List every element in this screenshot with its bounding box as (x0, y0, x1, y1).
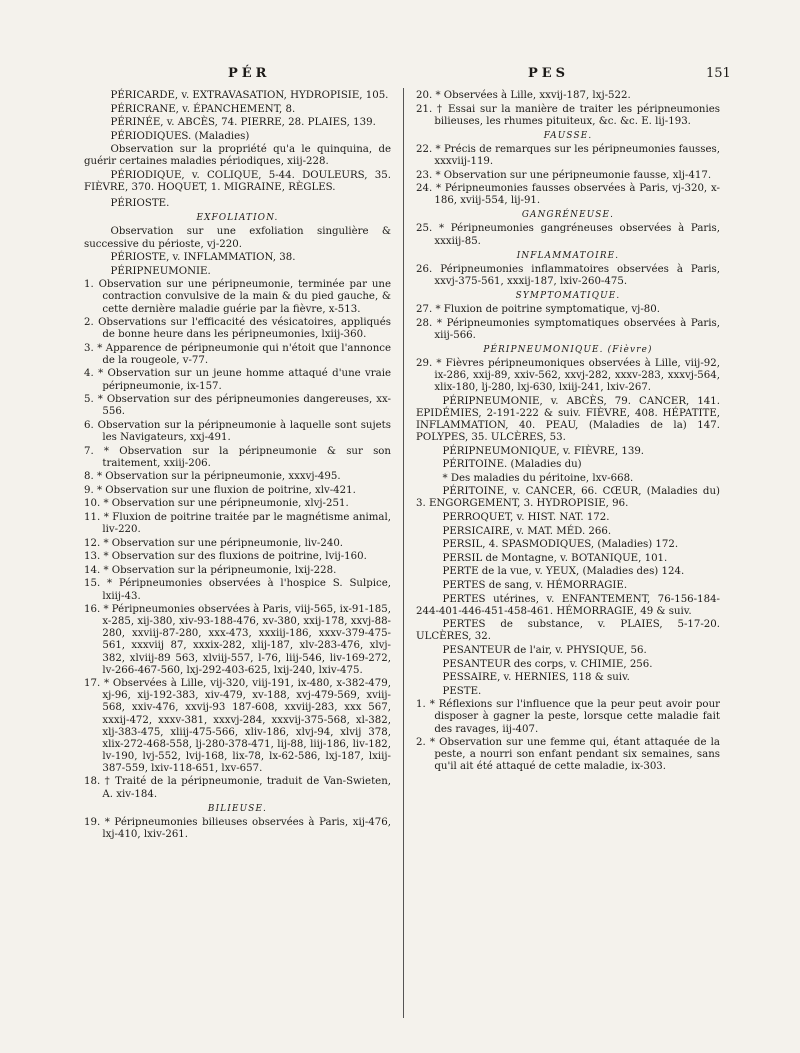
index-entry: 13. * Observation sur des fluxions de poitrine, lvij-160. (84, 551, 367, 563)
index-entry: 19. * Péripneumonies bilieuses observées à Paris, xij-476, lxj-410, lxiv-261. (84, 816, 391, 840)
index-entry: PERSIL de Montagne, v. BOTANIQUE, 101. (442, 552, 668, 564)
section-heading: EXFOLIATION. (196, 213, 279, 224)
index-entry: PERSIL, 4. SPASMODIQUES, (Maladies) 172. (442, 539, 679, 551)
index-entry: 7. * Observation sur la péripneumonie & sur son traitement, xxiij-206. (84, 445, 391, 469)
index-entry: 15. * Péripneumonies observées à l'hospice S. Sulpice, lxiij-43. (84, 578, 391, 602)
index-entry: 14. * Observation sur la péripneumonie, lxij-228. (84, 564, 337, 576)
index-entry: PÉRIODIQUE, v. COLIQUE, 5-44. DOULEURS, 35. FIÈVRE, 370. HOQUET, 1. MIGRAINE, RÈGLES. (84, 170, 391, 194)
index-entry: 8. * Observation sur la péripneumonie, xxxvj-495. (84, 471, 341, 483)
index-entry: PÉRICRANE, v. ÉPANCHEMENT, 8. (110, 103, 296, 115)
index-entry: 1. Observation sur une péripneumonie, terminée par une contraction convulsive de la main & du pied gauche, & cette dernière maladie guérie par la fièvre, x-513. (84, 279, 391, 315)
right-column (416, 90, 720, 775)
index-entry: PÉRIPNEUMONIE, v. ABCÈS, 79. CANCER, 141. EPIDÉMIES, 2-191-222 & suiv. FIÈVRE, 408. HÉPATITE, INFLAMMATION, 40. PEAU, (Maladies de la) 147. POLYPES, 35. ULCÈRES, 53. (416, 395, 720, 443)
index-entry: PERTES de substance, v. PLAIES, 5-17-20. ULCÈRES, 32. (416, 619, 720, 643)
index-entry: PERROQUET, v. HIST. NAT. 172. (442, 512, 610, 523)
section-heading: GANGRÉNEUSE. (521, 210, 615, 221)
index-entry: 21. † Essai sur la manière de traiter les péripneumonies bilieuses, les rhumes pituiteux, &c. &c. E. lij-193. (416, 103, 720, 127)
column-divider (403, 88, 404, 1018)
index-entry: PÉRITOINE, v. CANCER, 66. CŒUR, (Maladies du) 3. ENGORGEMENT, 3. HYDROPISIE, 96. (416, 486, 720, 510)
index-entry: PÉRICARDE, v. EXTRAVASATION, HYDROPISIE, 105. (110, 90, 389, 101)
index-entry: 10. * Observation sur une péripneumonie, xlvj-251. (84, 498, 349, 510)
index-entry: 12. * Observation sur une péripneumonie, liv-240. (84, 537, 344, 549)
index-entry: 20. * Observées à Lille, xxvij-187, lxj-522. (416, 90, 631, 101)
index-entry: Observation sur la propriété qu'a le quinquina, de guérir certaines maladies périodiques, xiij-228. (84, 144, 391, 168)
index-entry: PERSICAIRE, v. MAT. MÉD. 266. (442, 525, 612, 537)
index-entry: * Des maladies du péritoine, lxv-668. (442, 472, 634, 484)
index-entry: 24. * Péripneumonies fausses observées à Paris, vj-320, x-186, xviij-554, lij-91. (416, 183, 720, 207)
index-entry: PÉRIPNEUMONIQUE, v. FIÈVRE, 139. (442, 445, 645, 457)
section-heading: PÉRIPNEUMONIQUE. (Fièvre) (483, 344, 653, 355)
index-entry: PÉRIOSTE. (110, 198, 170, 210)
running-head-right: PES (528, 66, 570, 81)
index-entry: 2. Observations sur l'efficacité des vésicatoires, appliqués de bonne heure dans les péripneumonies, lxiij-360. (84, 317, 391, 341)
index-entry: PERTES utérines, v. ENFANTEMENT, 76-156-184-244-401-446-451-458-461. HÉMORRAGIE, 49 & suiv. (416, 593, 720, 617)
page-number: 151 (706, 66, 731, 81)
index-entry: 4. * Observation sur un jeune homme attaqué d'une vraie péripneumonie, ix-157. (84, 368, 391, 392)
index-entry: 26. Péripneumonies inflammatoires observées à Paris, xxvj-375-561, xxxij-187, lxiv-260-475. (416, 263, 720, 287)
index-entry: PESANTEUR des corps, v. CHIMIE, 256. (442, 658, 653, 670)
left-column (84, 90, 391, 842)
index-entry: 5. * Observation sur des péripneumonies dangereuses, xx-556. (84, 394, 391, 418)
index-entry: PESSAIRE, v. HERNIES, 118 & suiv. (442, 672, 630, 684)
index-entry: PESANTEUR de l'air, v. PHYSIQUE, 56. (442, 644, 647, 656)
index-entry: 28. * Péripneumonies symptomatiques observées à Paris, xiij-566. (416, 317, 720, 341)
index-entry: 29. * Fièvres péripneumoniques observées à Lille, viij-92, ix-286, xxij-89, xxiv-562, xxvj-282, xxxv-283, xxxvj-564, xlix-180, lj-280, lxj-630, lxiij-241, lxiv-267. (416, 357, 720, 394)
index-entry: PÉRIOSTE, v. INFLAMMATION, 38. (110, 252, 296, 264)
section-heading: INFLAMMATOIRE. (516, 250, 620, 261)
index-entry: 25. * Péripneumonies gangréneuses observées à Paris, xxxiij-85. (416, 223, 720, 247)
index-entry: PERTES de sang, v. HÉMORRAGIE. (442, 579, 628, 591)
index-entry: 3. * Apparence de péripneumonie qui n'étoit que l'annonce de la rougeole, v-77. (84, 342, 391, 366)
index-entry: PERTE de la vue, v. YEUX, (Maladies des) 124. (442, 566, 685, 578)
index-entry: PÉRIODIQUES. (Maladies) (110, 130, 250, 142)
index-entry: 2. * Observation sur une femme qui, étant attaquée de la peste, a nourri son enfant pendant six semaines, sans qu'il ait été attaqué de cette maladie, ix-303. (416, 737, 720, 773)
index-entry: 16. * Péripneumonies observées à Paris, viij-565, ix-91-185, x-285, xij-380, xiv-93-188-476, xv-380, xxij-178, xxvj-88-280, xxviij-87-280, xxx-473, xxxiij-186, xxxv-379-475-561, xxxviij 87, xxxix-282, xlij-187, xlv-283-476, xlvj-382, xlviij-89 563, xlviij-557, l-76, liij-546, liv-169-272, lv-266-467-560, lxj-292-403-625, lxij-240, lxiv-475. (84, 604, 391, 676)
index-entry: 6. Observation sur la péripneumonie à laquelle sont sujets les Navigateurs, xxj-491. (84, 419, 391, 443)
index-entry: PÉRIPNEUMONIE. (110, 265, 211, 277)
section-heading: BILIEUSE. (207, 803, 268, 814)
index-entry: PÉRITOINE. (Maladies du) (442, 459, 582, 471)
index-entry: 23. * Observation sur une péripneumonie fausse, xlj-417. (416, 169, 712, 181)
index-entry: 1. * Réflexions sur l'influence que la peur peut avoir pour disposer à gagner la peste, lorsque cette maladie fait des ravages, iij-407. (416, 699, 720, 735)
index-entry: PÉRINÉE, v. ABCÈS, 74. PIERRE, 28. PLAIES, 139. (110, 117, 376, 129)
index-entry: 27. * Fluxion de poitrine symptomatique, vj-80. (416, 304, 660, 315)
index-entry: 22. * Précis de remarques sur les péripneumonies fausses, xxxviij-119. (416, 143, 720, 167)
index-entry: 17. * Observées à Lille, vij-320, viij-191, ix-480, x-382-479, xj-96, xij-192-383, xiv-479, xv-188, xvj-479-569, xviij-568, xxiv-476, xxvij-93 187-608, xxviij-283, xxx 567, xxxij-472, xxxv-381, xxxvj-284, xxxvij-375-568, xl-382, xlj-383-475, xliij-475-566, xliv-186, xlvj-94, xlvij 378, xlix-272-468-558, lj-280-378-471, lij-88, liij-186, liv-182, lv-190, lvj-552, lvij-168, lix-78, lx-62-586, lxj-187, lxiij-387-559, lxiv-118-651, lxv-657. (84, 678, 391, 774)
index-entry: 18. † Traité de la péripneumonie, traduit de Van-Swieten, A. xiv-184. (84, 776, 391, 800)
section-heading: FAUSSE. (543, 130, 593, 141)
running-head-left: PÉR (228, 66, 271, 81)
index-entry: PESTE. (442, 685, 482, 697)
section-heading: SYMPTOMATIQUE. (515, 290, 621, 301)
index-entry: 11. * Fluxion de poitrine traitée par le magnétisme animal, liv-220. (84, 512, 391, 536)
index-entry: Observation sur une exfoliation singulière & successive du périoste, vj-220. (84, 226, 391, 250)
index-entry: 9. * Observation sur une fluxion de poitrine, xlv-421. (84, 484, 356, 496)
